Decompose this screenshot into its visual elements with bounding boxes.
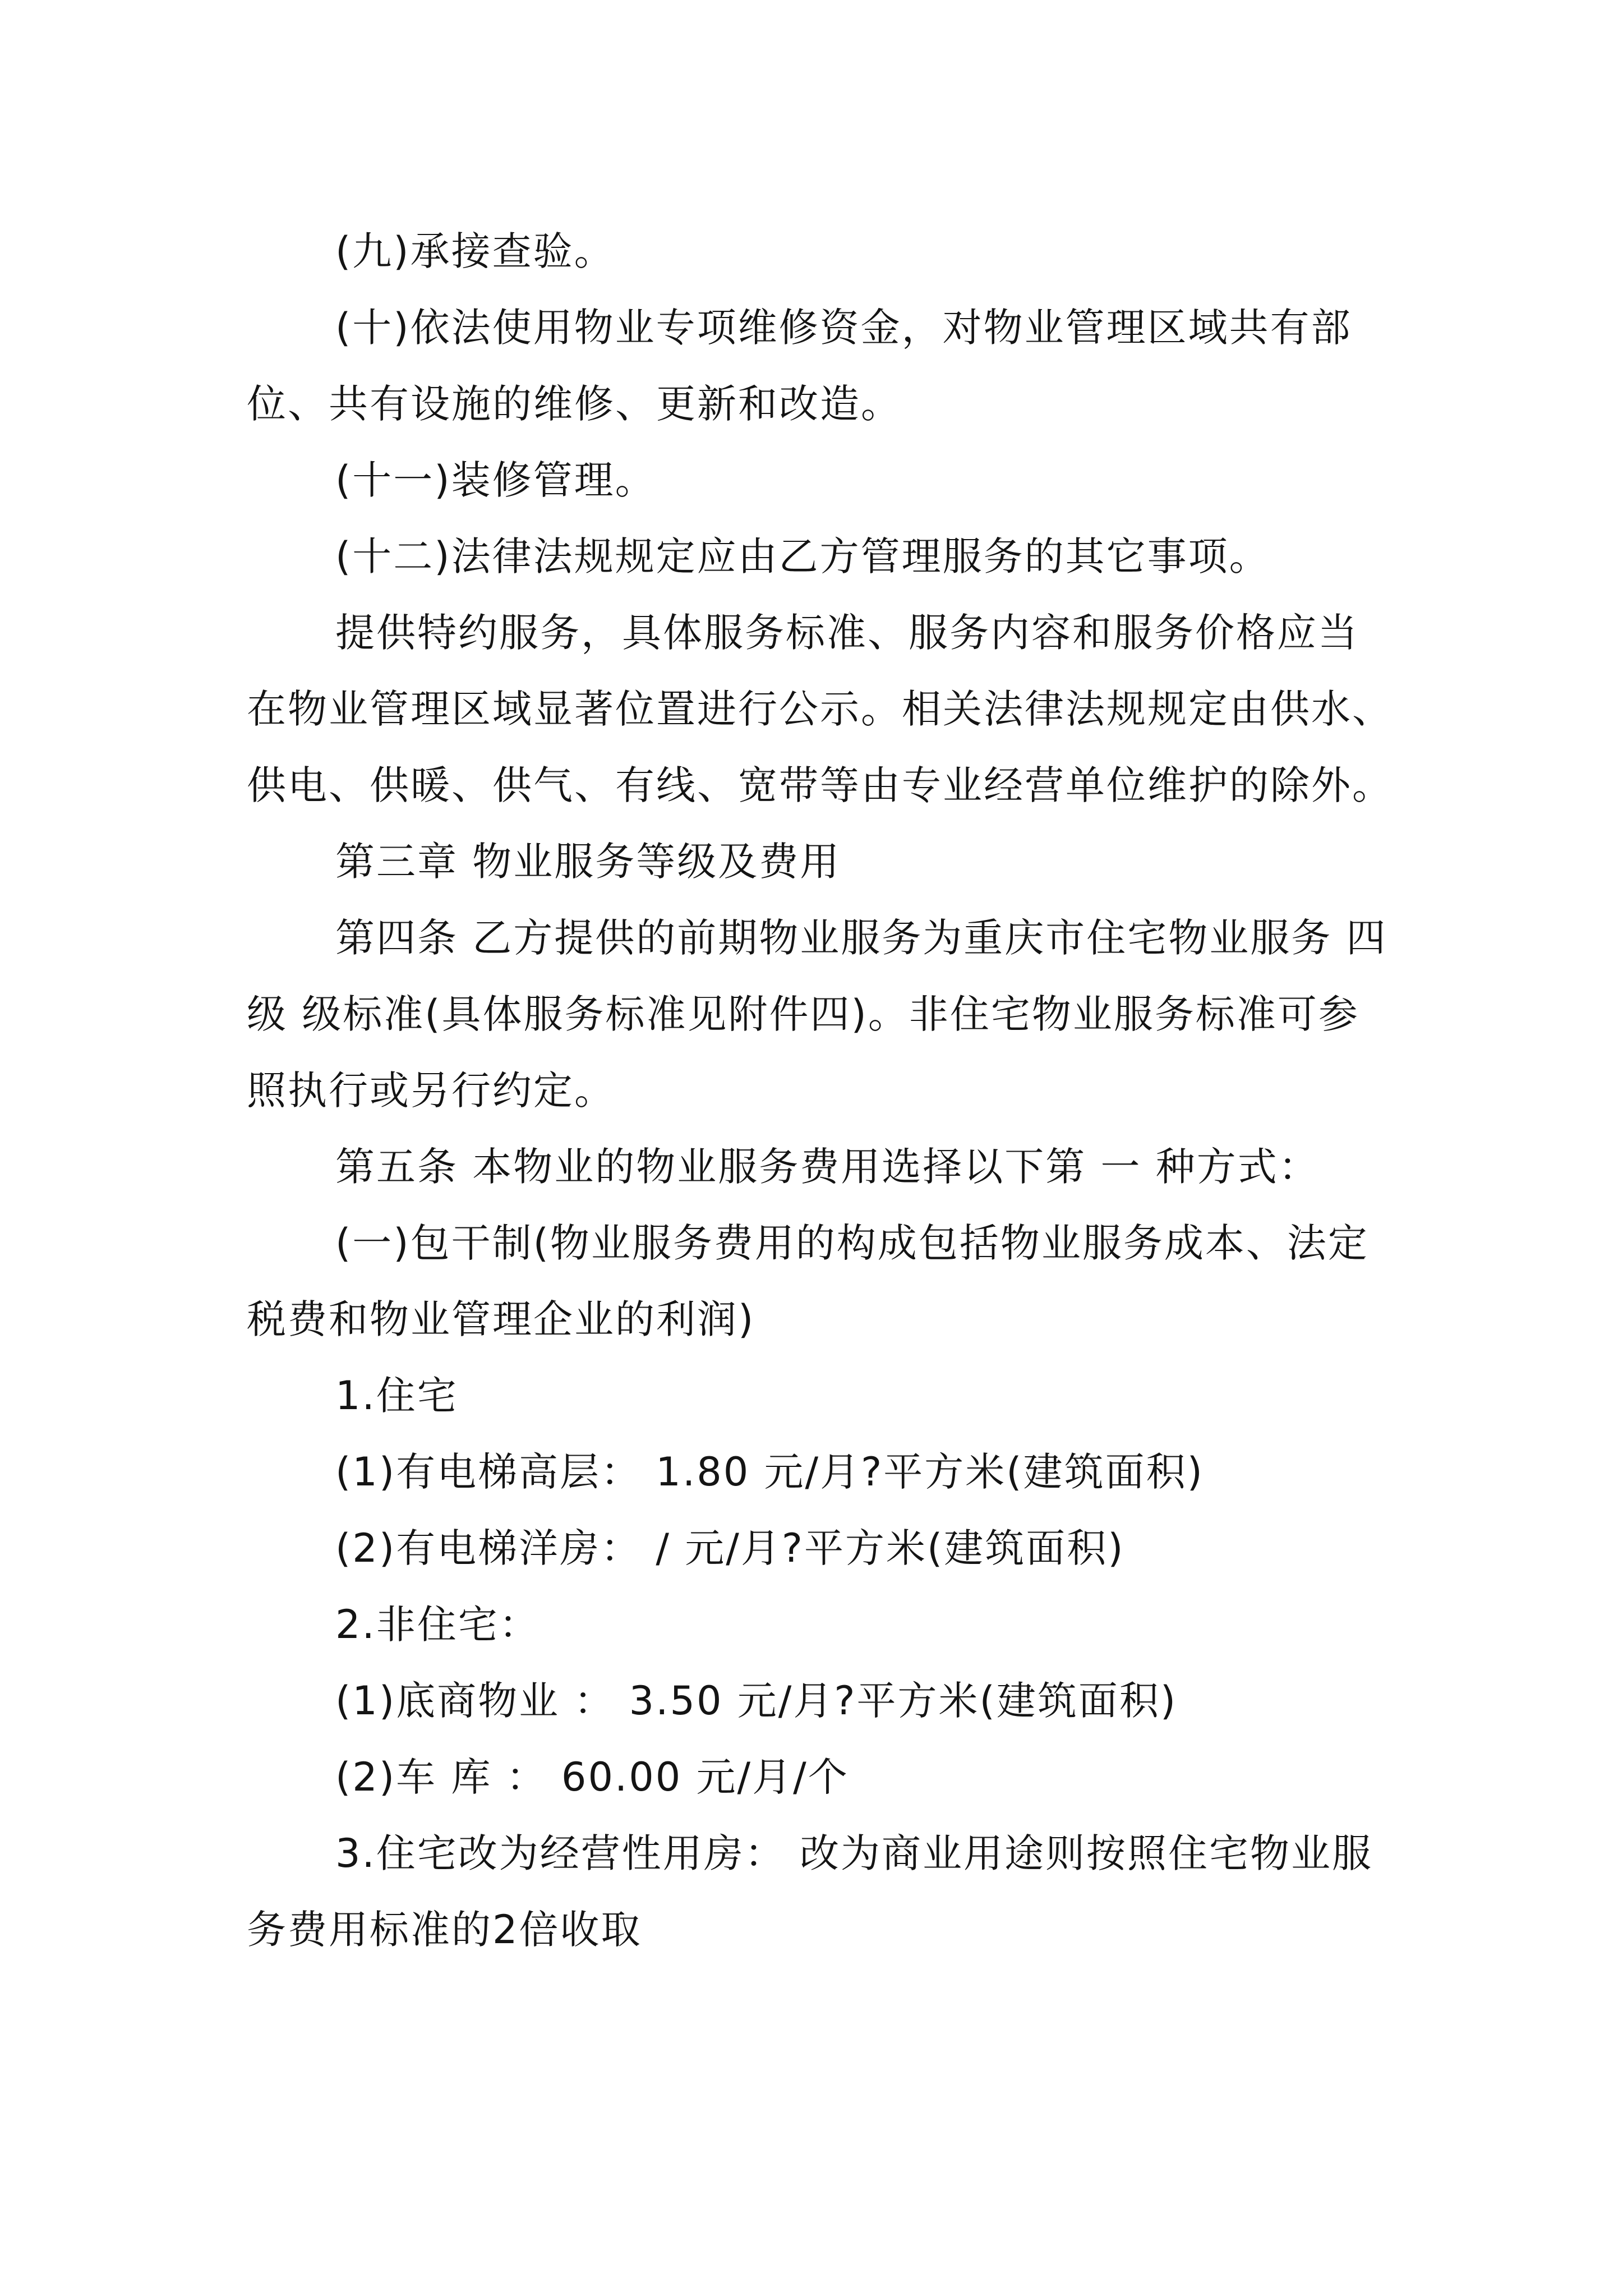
- paragraph-non-residential: 2.非住宅：: [335, 1602, 540, 1648]
- paragraph-item-12-other-matters: (十二)法律法规规定应由乙方管理服务的其它事项。: [335, 533, 1270, 579]
- fee-elevator-highrise: (1)有电梯高层： 1.80 元/月?平方米(建筑面积): [335, 1449, 1204, 1495]
- paragraph-lump-sum: (一)包干制(物业服务费用的构成包括物业服务成本、法定税费和物业管理企业的利润): [247, 1220, 1369, 1342]
- article-4: 第四条 乙方提供的前期物业服务为重庆市住宅物业服务 四级 级标准(具体服务标准见附件四)。非住宅物业服务标准可参照执行或另行约定。: [247, 915, 1387, 1114]
- article-5: 第五条 本物业的物业服务费用选择以下第 一 种方式：: [335, 1144, 1320, 1190]
- paragraph-residential-to-commercial: 3.住宅改为经营性用房： 改为商业用途则按照住宅物业服务费用标准的2倍收取: [247, 1830, 1373, 1953]
- paragraph-residential: 1.住宅: [335, 1373, 458, 1419]
- paragraph-special-services: 提供特约服务，具体服务标准、服务内容和服务价格应当在物业管理区域显著位置进行公示。相关法律法规规定由供水、供电、供暖、供气、有线、宽带等由专业经营单位维护的除外。: [247, 610, 1393, 808]
- fee-ground-commercial: (1)底商物业 ： 3.50 元/月?平方米(建筑面积): [335, 1678, 1178, 1724]
- fee-garage: (2)车 库 ： 60.00 元/月/个: [335, 1754, 849, 1800]
- chapter-heading: 第三章 物业服务等级及费用: [335, 839, 841, 885]
- paragraph-item-9-acceptance: (九)承接查验。: [335, 228, 615, 274]
- paragraph-item-11-renovation: (十一)装修管理。: [335, 457, 656, 503]
- paragraph-item-10-maintenance-fund: (十)依法使用物业专项维修资金，对物业管理区域共有部位、共有设施的维修、更新和改造。: [247, 305, 1352, 427]
- fee-elevator-villa: (2)有电梯洋房： / 元/月?平方米(建筑面积): [335, 1525, 1125, 1571]
- document-body: [247, 213, 1396, 1968]
